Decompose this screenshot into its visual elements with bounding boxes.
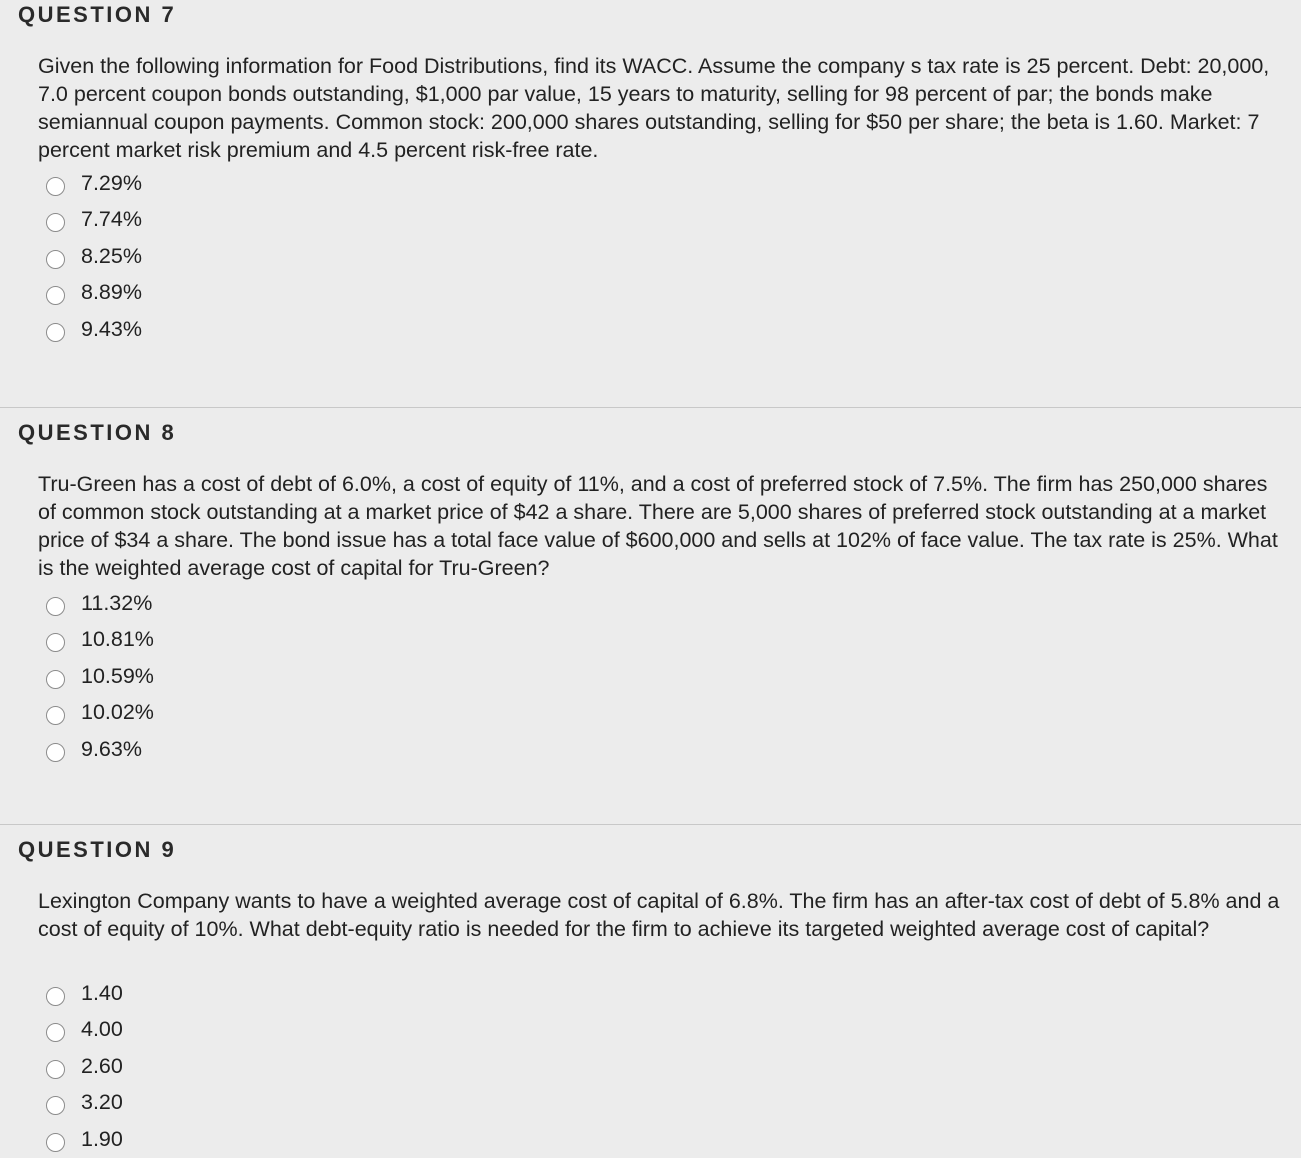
radio-button[interactable] [46, 987, 65, 1006]
answer-label[interactable]: 8.89% [81, 280, 142, 305]
answer-label[interactable]: 10.59% [81, 663, 154, 688]
radio-button[interactable] [46, 1060, 65, 1079]
radio-button[interactable] [46, 633, 65, 652]
radio-button[interactable] [46, 1096, 65, 1115]
question-title: QUESTION 7 [18, 2, 177, 27]
question-7 [0, 0, 1301, 407]
question-9 [0, 824, 1301, 1155]
answer-option[interactable] [46, 1085, 123, 1122]
radio-button[interactable] [46, 1133, 65, 1152]
answer-option[interactable] [46, 975, 123, 1012]
answer-label[interactable]: 3.20 [81, 1090, 123, 1115]
answer-label[interactable]: 1.40 [81, 980, 123, 1005]
radio-button[interactable] [46, 670, 65, 689]
radio-button[interactable] [46, 706, 65, 725]
question-text: Given the following information for Food Distributions, find its WACC. Assume the company s tax rate is 25 percent. Debt: 20,000, 7.0 percent coupon bonds outstanding, $1,000 par value, 15 years to maturity, selling for 98 percent of par; the bonds make semiannual coupon payments. Common stock: 200,000 shares outstanding, selling for $50 per share; the beta is 1.60. Market: 7 percent market risk premium and 4.5 percent risk-free rate. [38, 54, 1270, 162]
answer-label[interactable]: 8.25% [81, 243, 142, 268]
answer-option[interactable] [46, 1012, 123, 1049]
answer-option[interactable] [46, 238, 142, 275]
radio-button[interactable] [46, 177, 65, 196]
answer-option[interactable] [46, 622, 154, 659]
answer-label[interactable]: 11.32% [81, 590, 153, 615]
answer-option[interactable] [46, 1121, 123, 1158]
answer-label[interactable]: 9.43% [81, 316, 142, 341]
question-8 [0, 407, 1301, 824]
answer-label[interactable]: 7.74% [81, 207, 142, 232]
question-text: Lexington Company wants to have a weighted average cost of capital of 6.8%. The firm has an after-tax cost of debt of 5.8% and a cost of equity of 10%. What debt-equity ratio is needed for the firm to achieve its targeted weighted average cost of capital? [38, 889, 1280, 941]
radio-button[interactable] [46, 743, 65, 762]
radio-button[interactable] [46, 213, 65, 232]
answer-option[interactable] [46, 311, 142, 348]
answer-options [46, 165, 142, 348]
answer-label[interactable]: 10.81% [81, 627, 154, 652]
answer-option[interactable] [46, 1048, 123, 1085]
question-title: QUESTION 9 [18, 837, 177, 862]
answer-option[interactable] [46, 202, 142, 239]
answer-label[interactable]: 1.90 [81, 1126, 123, 1151]
answer-label[interactable]: 7.29% [81, 170, 142, 195]
radio-button[interactable] [46, 286, 65, 305]
answer-options [46, 585, 154, 768]
answer-label[interactable]: 2.60 [81, 1053, 123, 1078]
question-text: Tru-Green has a cost of debt of 6.0%, a cost of equity of 11%, and a cost of preferred stock of 7.5%. The firm has 250,000 shares of common stock outstanding at a market price of $42 a share. There are 5,000 shares of preferred stock outstanding at a market price of $34 a share. The bond issue has a total face value of $600,000 and sells at 102% of face value. The tax rate is 25%. What is the weighted average cost of capital for Tru-Green? [38, 472, 1278, 580]
radio-button[interactable] [46, 323, 65, 342]
answer-option[interactable] [46, 695, 154, 732]
answer-label[interactable]: 9.63% [81, 736, 142, 761]
radio-button[interactable] [46, 1023, 65, 1042]
answer-option[interactable] [46, 731, 154, 768]
radio-button[interactable] [46, 597, 65, 616]
radio-button[interactable] [46, 250, 65, 269]
answer-label[interactable]: 4.00 [81, 1017, 123, 1042]
answer-option[interactable] [46, 165, 142, 202]
question-title: QUESTION 8 [18, 420, 177, 445]
answer-option[interactable] [46, 585, 154, 622]
answer-option[interactable] [46, 275, 142, 312]
answer-options [46, 975, 123, 1158]
answer-label[interactable]: 10.02% [81, 700, 154, 725]
answer-option[interactable] [46, 658, 154, 695]
